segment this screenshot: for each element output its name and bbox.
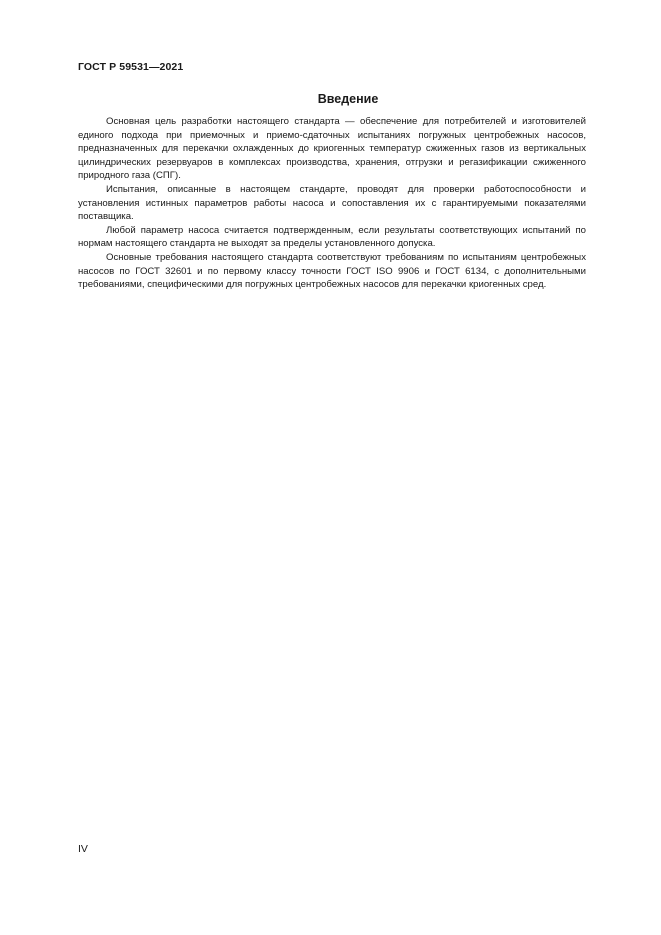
paragraph: Испытания, описанные в настоящем стандарте, проводят для проверки работоспособности и установления истинных параметров работы насоса и сопоставления их с гарантируемыми показателями поставщика. (78, 183, 586, 223)
paragraph: Основная цель разработки настоящего стандарта — обеспечение для потребителей и изготовителей единого подхода при приемочных и приемо-сдаточных испытаниях погружных центробежных насосов, предназначенных для перекачки охлажденных до криогенных температур сжиженных газов из вертикальных цилиндрических резервуаров в комплексах производства, хранения, отгрузки и регазификации сжиженного природного газа (СПГ). (78, 116, 586, 182)
document-body (78, 115, 586, 292)
paragraph: Любой параметр насоса считается подтвержденным, если результаты соответствующих испытаний по нормам настоящего стандарта не выходят за пределы установленного допуска. (78, 224, 586, 250)
document-header: ГОСТ Р 59531—2021 (78, 61, 184, 73)
section-title: Введение (317, 92, 379, 106)
page-number: IV (78, 843, 88, 855)
paragraph: Основные требования настоящего стандарта соответствуют требованиям по испытаниям центробежных насосов по ГОСТ 32601 и по первому классу точности ГОСТ ISO 9906 и ГОСТ 6134, с дополнительными требованиями, специфическими для погружных центробежных насосов для перекачки криогенных сред. (78, 251, 586, 291)
